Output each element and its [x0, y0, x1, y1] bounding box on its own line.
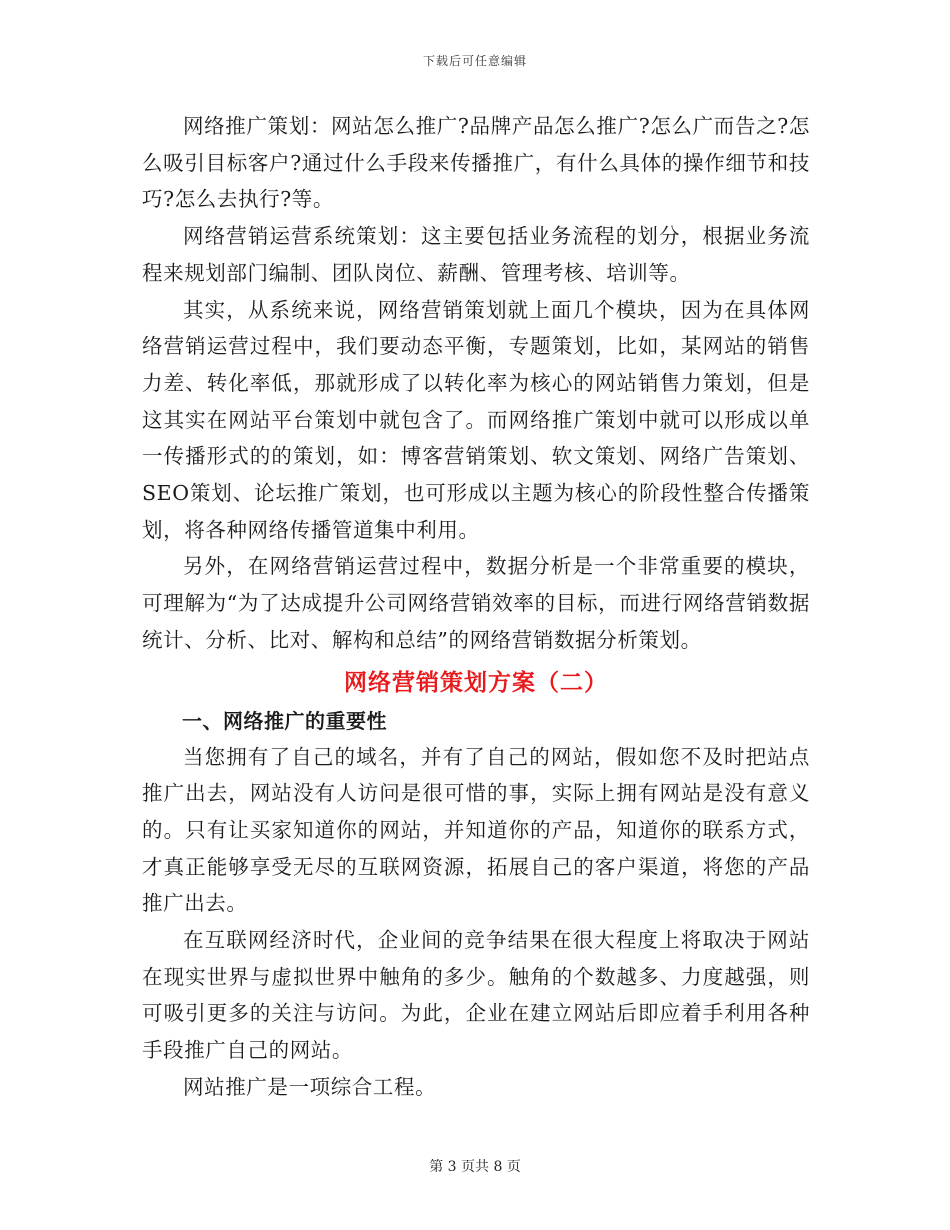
paragraph-data-analysis: 另外，在网络营销运营过程中，数据分析是一个非常重要的模块，可理解为“为了达成提升公司网络营销效率的目标，而进行网络营销数据统计、分析、比对、解构和总结”的网络营销数据分析策划。: [142, 554, 810, 652]
subheading-importance: 一、网络推广的重要性: [182, 708, 387, 733]
document-body: [142, 108, 810, 1106]
page-footer: 第 3 页共 8 页: [429, 1159, 521, 1175]
paragraph-operations-system-planning: 网络营销运营系统策划：这主要包括业务流程的划分，根据业务流程来规划部门编制、团队岗位、薪酬、管理考核、培训等。: [142, 224, 810, 285]
paragraph-domain-website: 当您拥有了自己的域名，并有了自己的网站，假如您不及时把站点推广出去，网站没有人访问是很可惜的事，实际上拥有网站是没有意义的。只有让买家知道你的网站，并知道你的产品，知道你的联系方式，才真正能够享受无尽的互联网资源，拓展自己的客户渠道，将您的产品推广出去。: [142, 744, 810, 916]
paragraph-network-promotion-planning: 网络推广策划：网站怎么推广?品牌产品怎么推广?怎么广而告之?怎么吸引目标客户?通过什么手段来传播推广，有什么具体的操作细节和技巧?怎么去执行?等。: [142, 114, 810, 212]
section-title: 网络营销策划方案（二）: [344, 669, 608, 696]
paragraph-internet-economy: 在互联网经济时代，企业间的竞争结果在很大程度上将取决于网站在现实世界与虚拟世界中触角的多少。触角的个数越多、力度越强，则可吸引更多的关注与访问。为此，企业在建立网站后即应着手利用各种手段推广自己的网站。: [142, 928, 810, 1063]
paragraph-comprehensive-project: 网站推广是一项综合工程。: [183, 1074, 437, 1099]
page-header: 下载后可任意编辑: [422, 54, 527, 68]
paragraph-system-overview: 其实，从系统来说，网络营销策划就上面几个模块，因为在具体网络营销运营过程中，我们要动态平衡，专题策划，比如，某网站的销售力差、转化率低，那就形成了以转化率为核心的网站销售力策划，但是这其实在网站平台策划中就包含了。而网络推广策划中就可以形成以单一传播形式的的策划，如：博客营销策划、软文策划、网络广告策划、SEO策划、论坛推广策划，也可形成以主题为核心的阶段性整合传播策划，将各种网络传播管道集中利用。: [142, 297, 810, 542]
